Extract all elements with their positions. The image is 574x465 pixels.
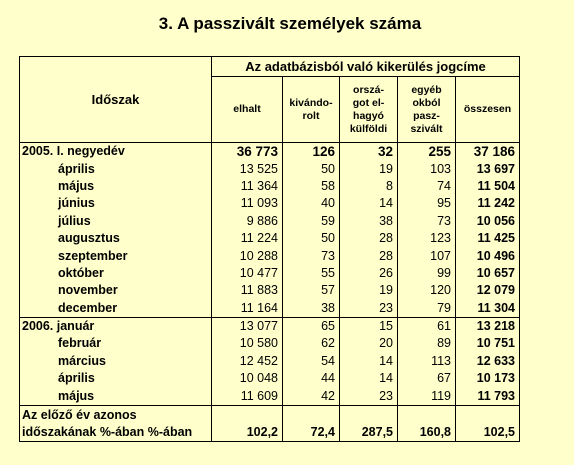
- cell-value: 11 364: [212, 178, 283, 195]
- row-label: július: [20, 213, 212, 230]
- cell-value: 10 657: [456, 265, 520, 282]
- cell-value: 13 218: [456, 317, 520, 335]
- table-row: [20, 370, 520, 387]
- cell-value: 73: [398, 213, 456, 230]
- cell-value: 37 186: [456, 143, 520, 161]
- footer-value: 102,2: [212, 422, 283, 441]
- table-body: [20, 143, 520, 406]
- cell-value: 55: [283, 265, 340, 282]
- cell-value: 10 288: [212, 247, 283, 264]
- cell-value: 38: [340, 213, 398, 230]
- cell-value: 67: [398, 370, 456, 387]
- cell-value: 11 304: [456, 300, 520, 318]
- cell-value: 119: [398, 387, 456, 405]
- cell-value: 255: [398, 143, 456, 161]
- page-title: 3. A passzivált személyek száma: [158, 14, 422, 33]
- cell-value: 95: [398, 195, 456, 212]
- cell-value: 73: [283, 247, 340, 264]
- table-row: [20, 247, 520, 264]
- cell-value: 11 425: [456, 230, 520, 247]
- cell-value: 20: [340, 335, 398, 352]
- table-row: [20, 143, 520, 161]
- cell-value: 8: [340, 178, 398, 195]
- cell-value: 57: [283, 282, 340, 299]
- cell-value: 13 077: [212, 317, 283, 335]
- table-row: [20, 300, 520, 318]
- cell-value: 120: [398, 282, 456, 299]
- cell-value: 23: [340, 387, 398, 405]
- cell-value: 9 886: [212, 213, 283, 230]
- row-label: október: [20, 265, 212, 282]
- table-row: [20, 195, 520, 212]
- cell-value: 19: [340, 282, 398, 299]
- footer-value: 72,4: [283, 422, 340, 441]
- footer-value: 287,5: [340, 422, 398, 441]
- table-row: [20, 178, 520, 195]
- col-header-kivandorolt: kivándo- rolt: [283, 77, 340, 143]
- row-label: április: [20, 160, 212, 177]
- cell-value: 12 452: [212, 353, 283, 370]
- cell-value: 61: [398, 317, 456, 335]
- cell-value: 99: [398, 265, 456, 282]
- cell-value: 79: [398, 300, 456, 318]
- cell-value: 11 609: [212, 387, 283, 405]
- cell-value: 11 224: [212, 230, 283, 247]
- cell-value: 59: [283, 213, 340, 230]
- cell-value: 10 580: [212, 335, 283, 352]
- cell-value: 89: [398, 335, 456, 352]
- cell-value: 10 751: [456, 335, 520, 352]
- col-header-osszesen: összesen: [456, 77, 520, 143]
- cell-value: 50: [283, 160, 340, 177]
- row-label: május: [20, 178, 212, 195]
- cell-value: 44: [283, 370, 340, 387]
- row-label: február: [20, 335, 212, 352]
- row-label: szeptember: [20, 247, 212, 264]
- cell-value: 10 477: [212, 265, 283, 282]
- cell-value: 10 496: [456, 247, 520, 264]
- cell-value: 54: [283, 353, 340, 370]
- cell-value: 14: [340, 353, 398, 370]
- row-label: 2006. január: [20, 317, 212, 335]
- table-row: [20, 353, 520, 370]
- row-label: augusztus: [20, 230, 212, 247]
- cell-value: 36 773: [212, 143, 283, 161]
- table-row: [20, 317, 520, 335]
- cell-value: 14: [340, 370, 398, 387]
- cell-value: 32: [340, 143, 398, 161]
- cell-value: 10 056: [456, 213, 520, 230]
- cell-value: 113: [398, 353, 456, 370]
- period-header: Időszak: [20, 57, 212, 143]
- cell-value: 28: [340, 247, 398, 264]
- table-row: [20, 282, 520, 299]
- col-header-egyeb: egyéb okból pasz- szivált: [398, 77, 456, 143]
- footer-value: 102,5: [456, 422, 520, 441]
- cell-value: 28: [340, 230, 398, 247]
- cell-value: 11 093: [212, 195, 283, 212]
- row-label: december: [20, 300, 212, 318]
- row-label: június: [20, 195, 212, 212]
- table-row: [20, 213, 520, 230]
- cell-value: 123: [398, 230, 456, 247]
- group-header: Az adatbázisból való kikerülés jogcíme: [212, 57, 520, 77]
- cell-value: 74: [398, 178, 456, 195]
- footer-label-1: Az előző év azonos: [20, 405, 212, 422]
- cell-value: 11 504: [456, 178, 520, 195]
- cell-value: 42: [283, 387, 340, 405]
- cell-value: 40: [283, 195, 340, 212]
- cell-value: 26: [340, 265, 398, 282]
- passivated-persons-table: [19, 56, 520, 442]
- cell-value: 12 079: [456, 282, 520, 299]
- cell-value: 107: [398, 247, 456, 264]
- cell-value: 11 883: [212, 282, 283, 299]
- cell-value: 13 525: [212, 160, 283, 177]
- cell-value: 50: [283, 230, 340, 247]
- cell-value: 62: [283, 335, 340, 352]
- cell-value: 11 793: [456, 387, 520, 405]
- col-header-orszagot-elhagyo: orszá- got el- hagyó külföldi: [340, 77, 398, 143]
- table-row: [20, 387, 520, 405]
- cell-value: 11 164: [212, 300, 283, 318]
- row-label: november: [20, 282, 212, 299]
- row-label: 2005. I. negyedév: [20, 143, 212, 161]
- table-row: [20, 335, 520, 352]
- footer-label-2: időszakának %-ában %-ában: [20, 422, 212, 441]
- row-label: május: [20, 387, 212, 405]
- footer-value: 160,8: [398, 422, 456, 441]
- cell-value: 12 633: [456, 353, 520, 370]
- cell-value: 14: [340, 195, 398, 212]
- cell-value: 103: [398, 160, 456, 177]
- cell-value: 10 048: [212, 370, 283, 387]
- cell-value: 65: [283, 317, 340, 335]
- row-label: március: [20, 353, 212, 370]
- cell-value: 11 242: [456, 195, 520, 212]
- cell-value: 13 697: [456, 160, 520, 177]
- cell-value: 58: [283, 178, 340, 195]
- table-row: [20, 265, 520, 282]
- cell-value: 126: [283, 143, 340, 161]
- table-row: [20, 230, 520, 247]
- table-row: [20, 160, 520, 177]
- col-header-elhalt: elhalt: [212, 77, 283, 143]
- cell-value: 19: [340, 160, 398, 177]
- cell-value: 10 173: [456, 370, 520, 387]
- cell-value: 15: [340, 317, 398, 335]
- cell-value: 38: [283, 300, 340, 318]
- cell-value: 23: [340, 300, 398, 318]
- row-label: április: [20, 370, 212, 387]
